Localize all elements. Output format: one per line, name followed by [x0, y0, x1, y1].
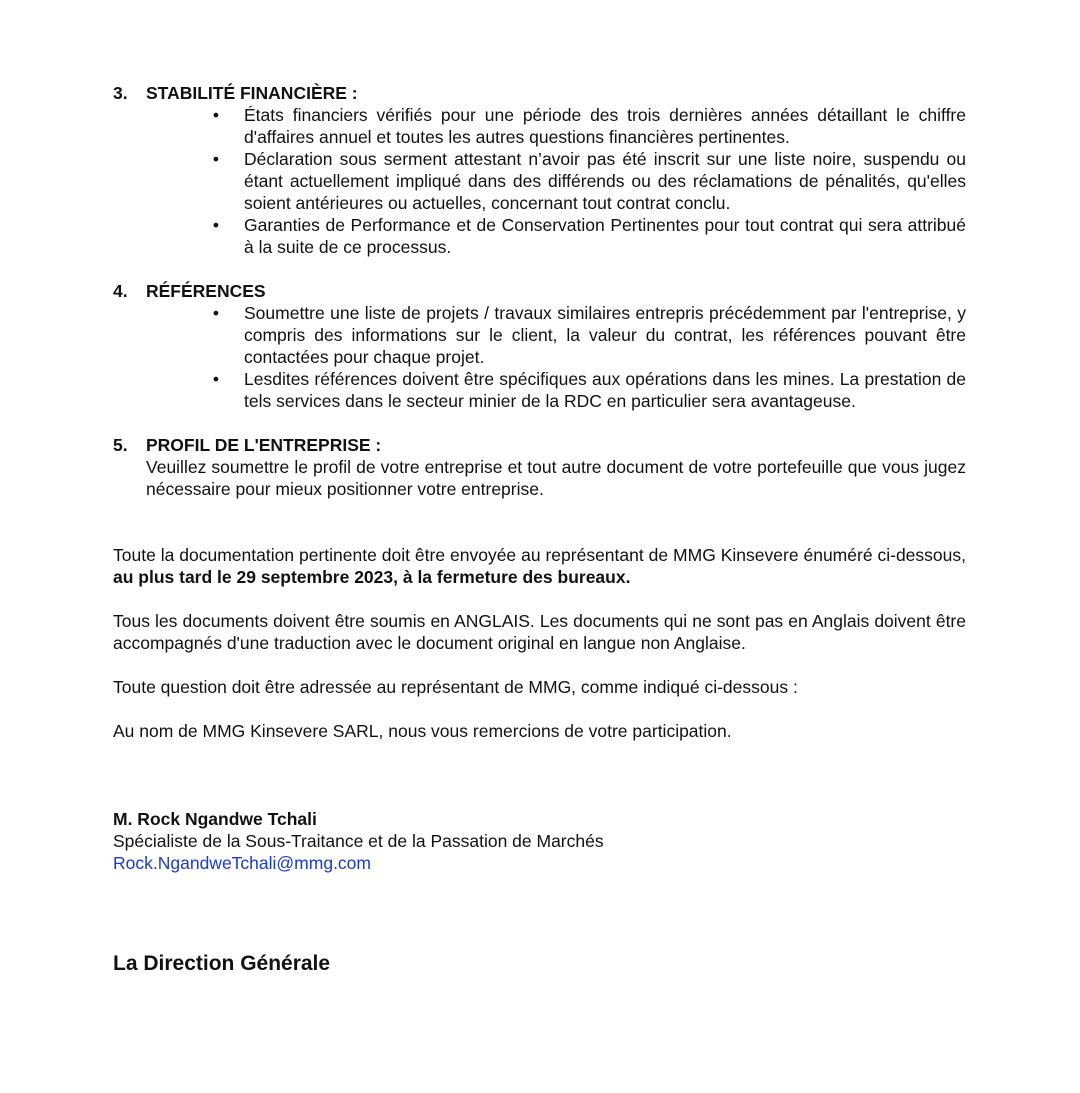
- section-body: Veuillez soumettre le profil de votre entreprise et tout autre document de votre portefeuille que vous jugez nécessaire pour mieux positionner votre entreprise.: [146, 457, 966, 499]
- document-page: [113, 82, 966, 977]
- thanks-paragraph: Au nom de MMG Kinsevere SARL, nous vous remercions de votre participation.: [113, 721, 732, 741]
- section-title: RÉFÉRENCES: [146, 281, 266, 301]
- deadline-date: au plus tard le 29 septembre 2023, à la fermeture des bureaux.: [113, 567, 631, 587]
- signature-block: [113, 808, 966, 874]
- bullet-icon: •: [212, 369, 220, 389]
- spacer: [113, 588, 966, 610]
- spacer: [113, 412, 966, 434]
- spacer: [113, 698, 966, 720]
- spacer: [113, 742, 966, 808]
- section-heading: [113, 434, 966, 456]
- deadline-paragraph: [113, 544, 966, 588]
- spacer: [113, 874, 966, 951]
- bullet-list: [113, 302, 966, 412]
- signatory-name: M. Rock Ngandwe Tchali: [113, 809, 317, 829]
- bullet-icon: •: [212, 105, 220, 125]
- list-item-text: Lesdites références doivent être spécifiques aux opérations dans les mines. La prestation de tels services dans le secteur minier de la RDC en particulier sera avantageuse.: [244, 369, 966, 411]
- spacer: [113, 654, 966, 676]
- list-item: [212, 368, 966, 412]
- closing-title: La Direction Générale: [113, 952, 331, 975]
- section-heading: [113, 280, 966, 302]
- signatory-email-link[interactable]: Rock.NgandweTchali@mmg.com: [113, 853, 371, 873]
- bullet-icon: •: [212, 149, 220, 169]
- section-company-profile: [113, 434, 966, 500]
- list-item: [212, 302, 966, 368]
- bullet-icon: •: [212, 303, 220, 323]
- list-item: [212, 214, 966, 258]
- spacer: [113, 500, 966, 544]
- section-number: 3.: [113, 83, 128, 103]
- list-item-text: Soumettre une liste de projets / travaux similaires entrepris précédemment par l'entreprise, y compris des informations sur le client, la valeur du contrat, les références pouvant être contactées pour chaque projet.: [244, 303, 966, 367]
- language-paragraph: Tous les documents doivent être soumis en ANGLAIS. Les documents qui ne sont pas en Anglais doivent être accompagnés d'une traduction avec le document original en langue non Anglaise.: [113, 611, 966, 653]
- section-references: [113, 280, 966, 412]
- bullet-icon: •: [212, 215, 220, 235]
- section-title: STABILITÉ FINANCIÈRE :: [146, 83, 358, 103]
- section-heading: [113, 82, 966, 104]
- section-number: 5.: [113, 435, 128, 455]
- section-financial-stability: [113, 82, 966, 258]
- bullet-list: [113, 104, 966, 258]
- questions-paragraph: Toute question doit être adressée au représentant de MMG, comme indiqué ci-dessous :: [113, 677, 798, 697]
- list-item: [212, 148, 966, 214]
- list-item-text: États financiers vérifiés pour une période des trois dernières années détaillant le chiffre d'affaires annuel et toutes les autres questions financières pertinentes.: [244, 105, 966, 147]
- list-item-text: Déclaration sous serment attestant n’avoir pas été inscrit sur une liste noire, suspendu ou étant actuellement impliqué dans des différends ou des réclamations de pénalités, qu'elles soient antérieures ou actuelles, concernant tout contrat conclu.: [244, 149, 966, 213]
- deadline-text: Toute la documentation pertinente doit être envoyée au représentant de MMG Kinsevere énuméré ci-dessous,: [113, 545, 966, 565]
- spacer: [113, 258, 966, 280]
- section-number: 4.: [113, 281, 128, 301]
- list-item: [212, 104, 966, 148]
- list-item-text: Garanties de Performance et de Conservation Pertinentes pour tout contrat qui sera attribué à la suite de ce processus.: [244, 215, 966, 257]
- section-title: PROFIL DE L'ENTREPRISE :: [146, 435, 382, 455]
- signatory-role: Spécialiste de la Sous-Traitance et de la Passation de Marchés: [113, 831, 604, 851]
